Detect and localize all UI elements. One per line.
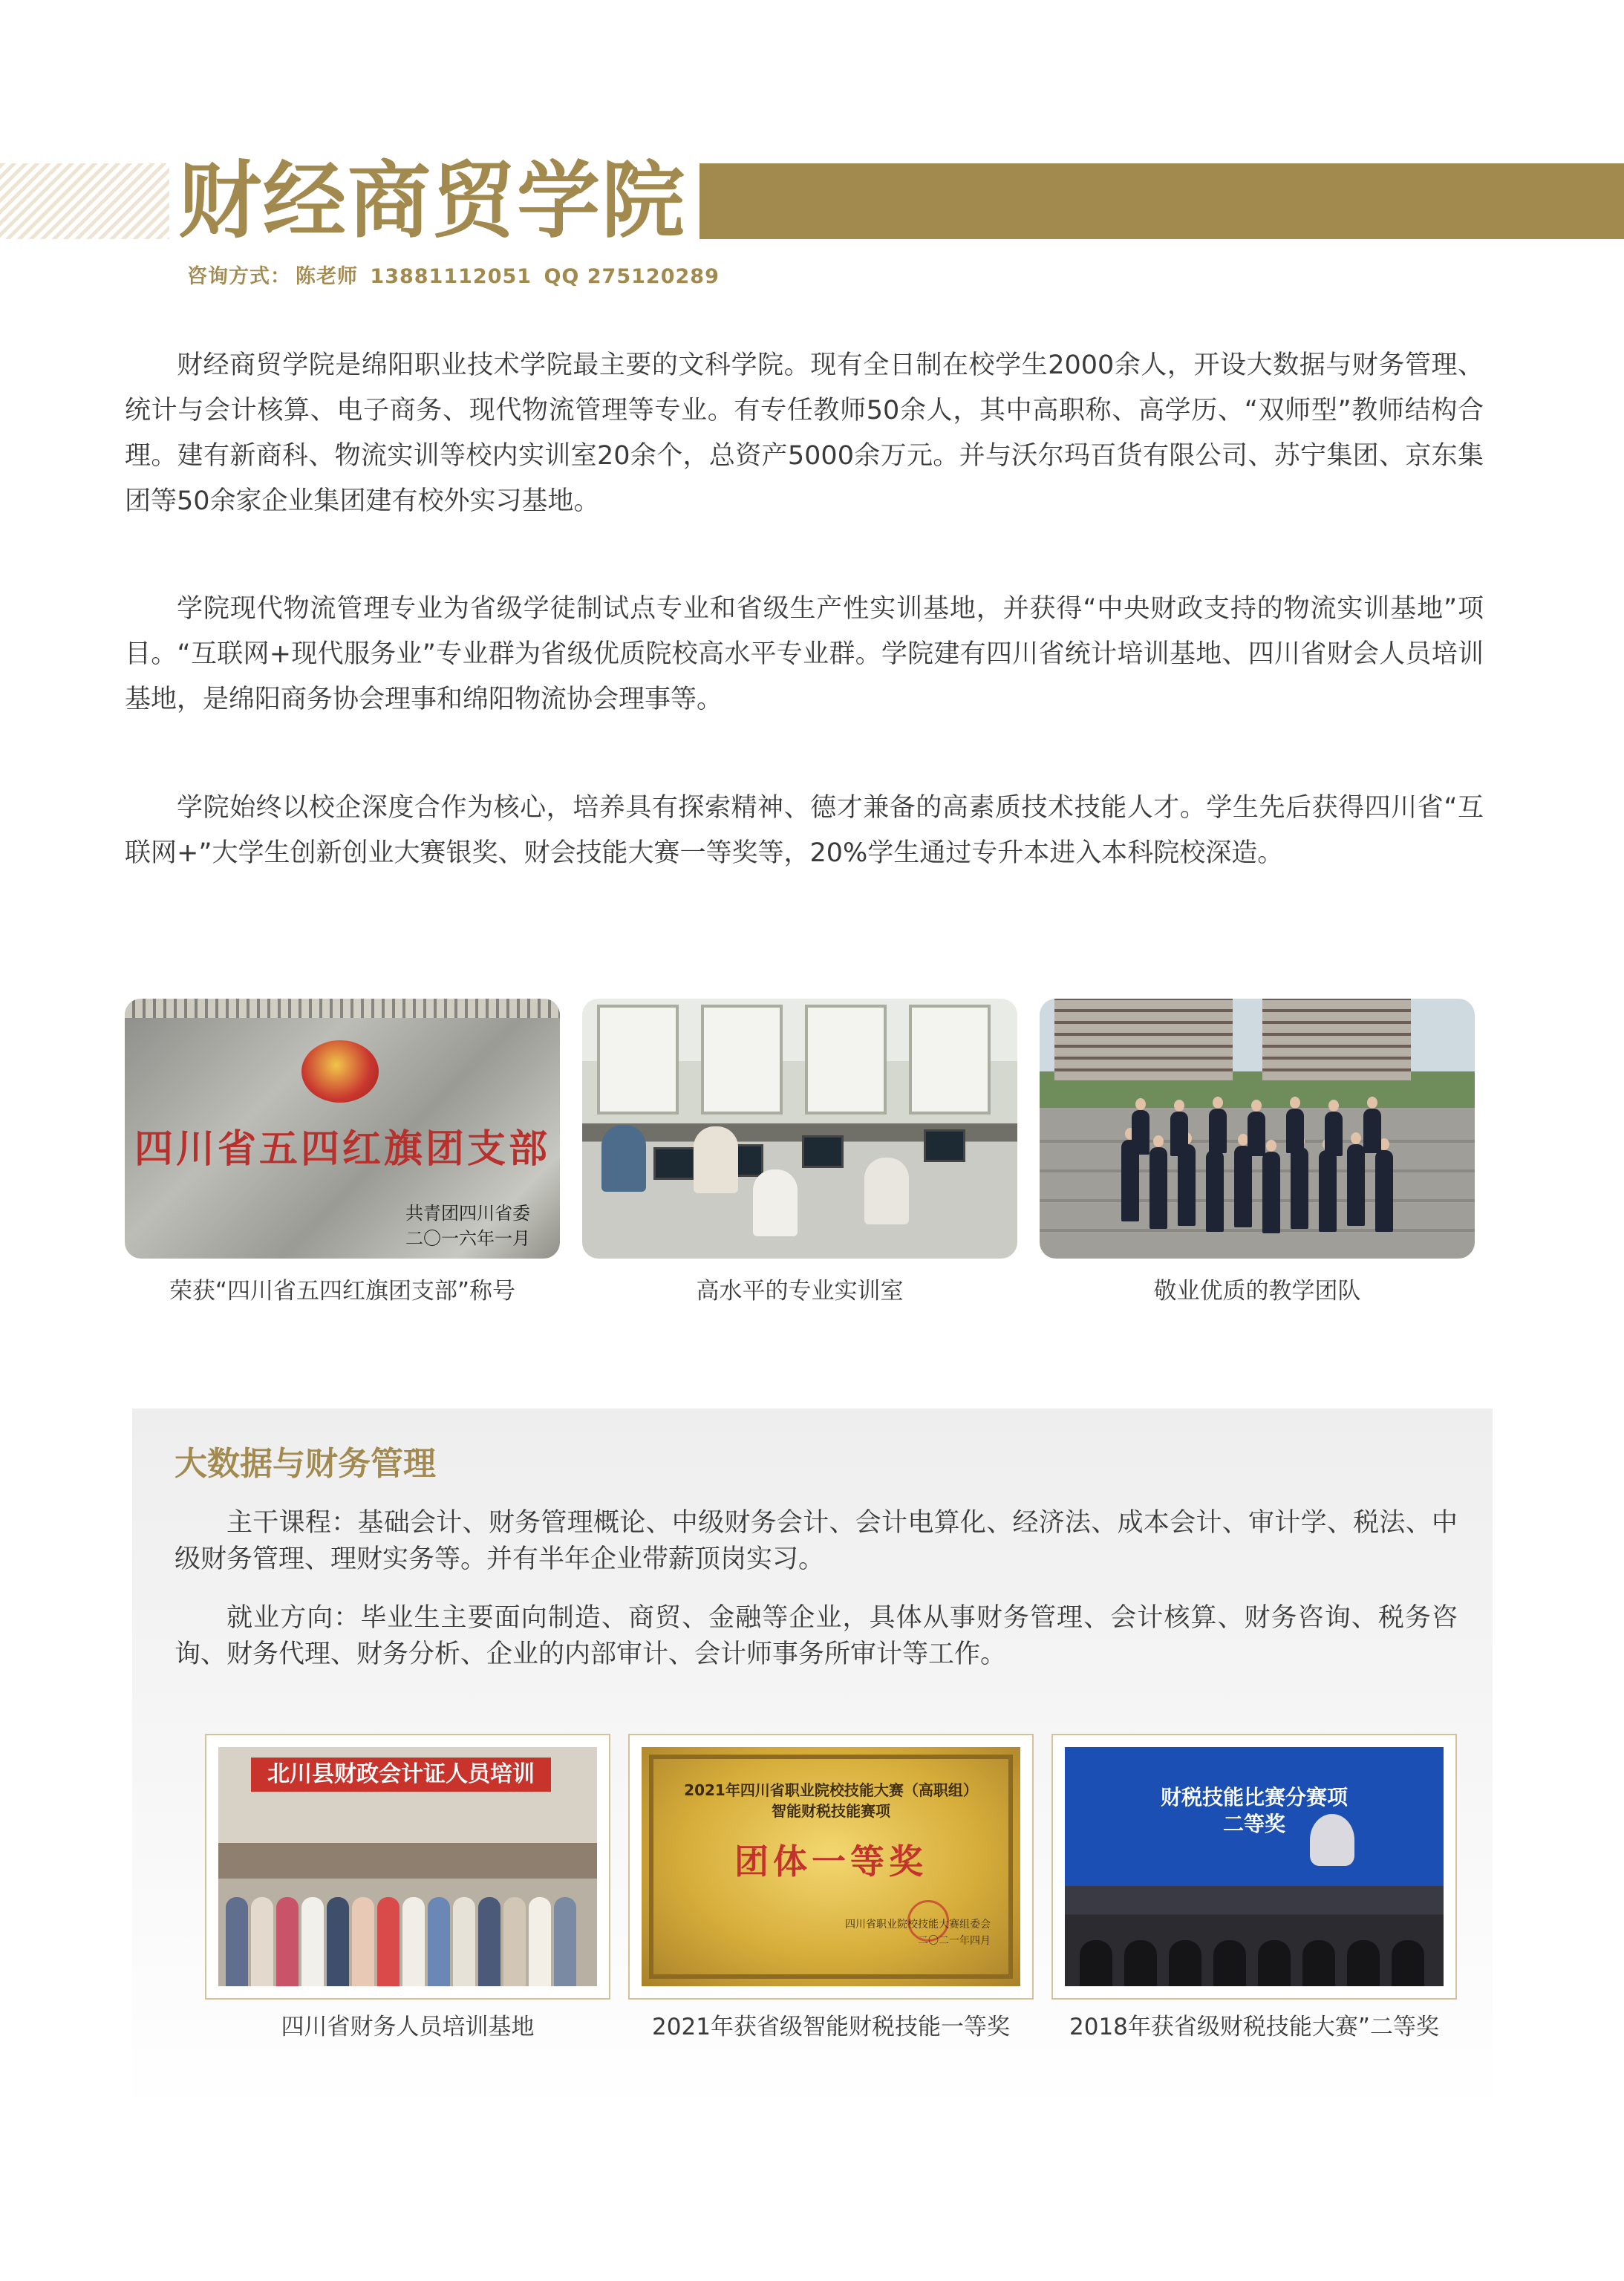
photo-caption-2: 高水平的专业实训室	[696, 1278, 904, 1305]
plaque-title: 四川省五四红旗团支部	[134, 1127, 550, 1172]
gold-award-photo	[628, 1734, 1034, 2000]
intro-text-1: 财经商贸学院是绵阳职业技术学院最主要的文科学院。现有全日制在校学生2000余人，开设大数据与财务管理、统计与会计核算、电子商务、现代物流管理等专业。有专任教师50余人，其中高职称、高学历、“双师型”教师结构合理。建有新商科、物流实训等校内实训室20余个，总资产5000余万元。并与沃尔玛百货有限公司、苏宁集团、京东集团等50余家企业集团建有校外实习基地。	[125, 350, 1484, 516]
program-careers-text: 就业方向：毕业生主要面向制造、商贸、金融等企业，具体从事财务管理、会计核算、财务咨询、税务咨询、财务代理、财务分析、企业的内部审计、会计师事务所审计等工作。	[175, 1603, 1458, 1669]
award-date: 二〇二一年四月	[918, 1935, 991, 1947]
stage-screen-text	[1065, 1784, 1444, 1838]
award-main-title: 团体一等奖	[734, 1841, 927, 1882]
page-title: 财经商贸学院	[178, 153, 686, 249]
plaque-border-decoration	[125, 999, 560, 1018]
intro-paragraph-2	[125, 587, 1484, 722]
award-plaque-photo	[125, 999, 560, 1259]
youth-league-emblem-icon	[301, 1040, 379, 1103]
contact-phone: 13881112051	[370, 265, 532, 288]
contact-line	[187, 260, 724, 289]
program-courses	[175, 1505, 1458, 1578]
plaque-org: 共青团四川省委	[405, 1203, 530, 1224]
program-courses-text: 主干课程：基础会计、财务管理概论、中级财务会计、会计电算化、经济法、成本会计、审计学、税法、中级财务管理、理财实务等。并有半年企业带薪顶岗实习。	[175, 1508, 1458, 1574]
program-title: 大数据与财务管理	[175, 1445, 436, 1483]
trophy-icon	[1310, 1814, 1354, 1866]
header-gold-bar	[700, 163, 1624, 239]
contact-person: 陈老师	[296, 265, 358, 288]
contact-label: 咨询方式：	[187, 265, 291, 288]
award-org: 四川省职业院校技能大赛组委会	[845, 1919, 991, 1931]
plaque-date: 二〇一六年一月	[405, 1228, 530, 1249]
competition-stage-photo	[1051, 1734, 1457, 2000]
photo-gallery-top	[125, 999, 1484, 1311]
photo-caption-3: 敬业优质的教学团队	[1153, 1278, 1361, 1305]
contact-qq: QQ 275120289	[544, 265, 720, 288]
stage-screen-line-2: 二等奖	[1222, 1812, 1285, 1836]
intro-paragraph-3	[125, 786, 1484, 876]
award-signature	[845, 1916, 991, 1949]
photo-caption-4: 四川省财务人员培训基地	[281, 2014, 535, 2040]
award-line-1: 2021年四川省职业院校技能大赛（高职组）	[684, 1781, 978, 1799]
classroom-photo	[582, 999, 1017, 1259]
intro-paragraph-1	[125, 343, 1484, 524]
training-banner: 北川县财政会计证人员培训	[251, 1758, 551, 1792]
intro-text-3: 学院始终以校企深度合作为核心，培养具有探索精神、德才兼备的高素质技术技能人才。学生先后获得四川省“互联网+”大学生创新创业大赛银奖、财会技能大赛一等奖等，20%学生通过专升本进入本科院校深造。	[125, 793, 1484, 868]
photo-caption-6: 2018年获省级财税技能大赛”二等奖	[1069, 2014, 1439, 2040]
teaching-team-photo	[1040, 999, 1475, 1259]
award-line-2: 智能财税技能赛项	[772, 1802, 890, 1820]
photo-caption-1: 荣获“四川省五四红旗团支部”称号	[169, 1278, 516, 1305]
header-stripe-decoration	[0, 163, 169, 239]
stage-screen-line-1: 财税技能比赛分赛项	[1160, 1785, 1348, 1810]
plaque-signature	[405, 1201, 530, 1251]
intro-text-2: 学院现代物流管理专业为省级学徒制试点专业和省级生产性实训基地，并获得“中央财政支持的物流实训基地”项目。“互联网+现代服务业”专业群为省级优质院校高水平专业群。学院建有四川省统计培训基地、四川省财会人员培训基地，是绵阳商务协会理事和绵阳物流协会理事等。	[125, 594, 1484, 714]
photo-caption-5: 2021年获省级智能财税技能一等奖	[652, 2014, 1010, 2040]
training-base-photo	[205, 1734, 610, 2000]
program-careers	[175, 1600, 1458, 1673]
